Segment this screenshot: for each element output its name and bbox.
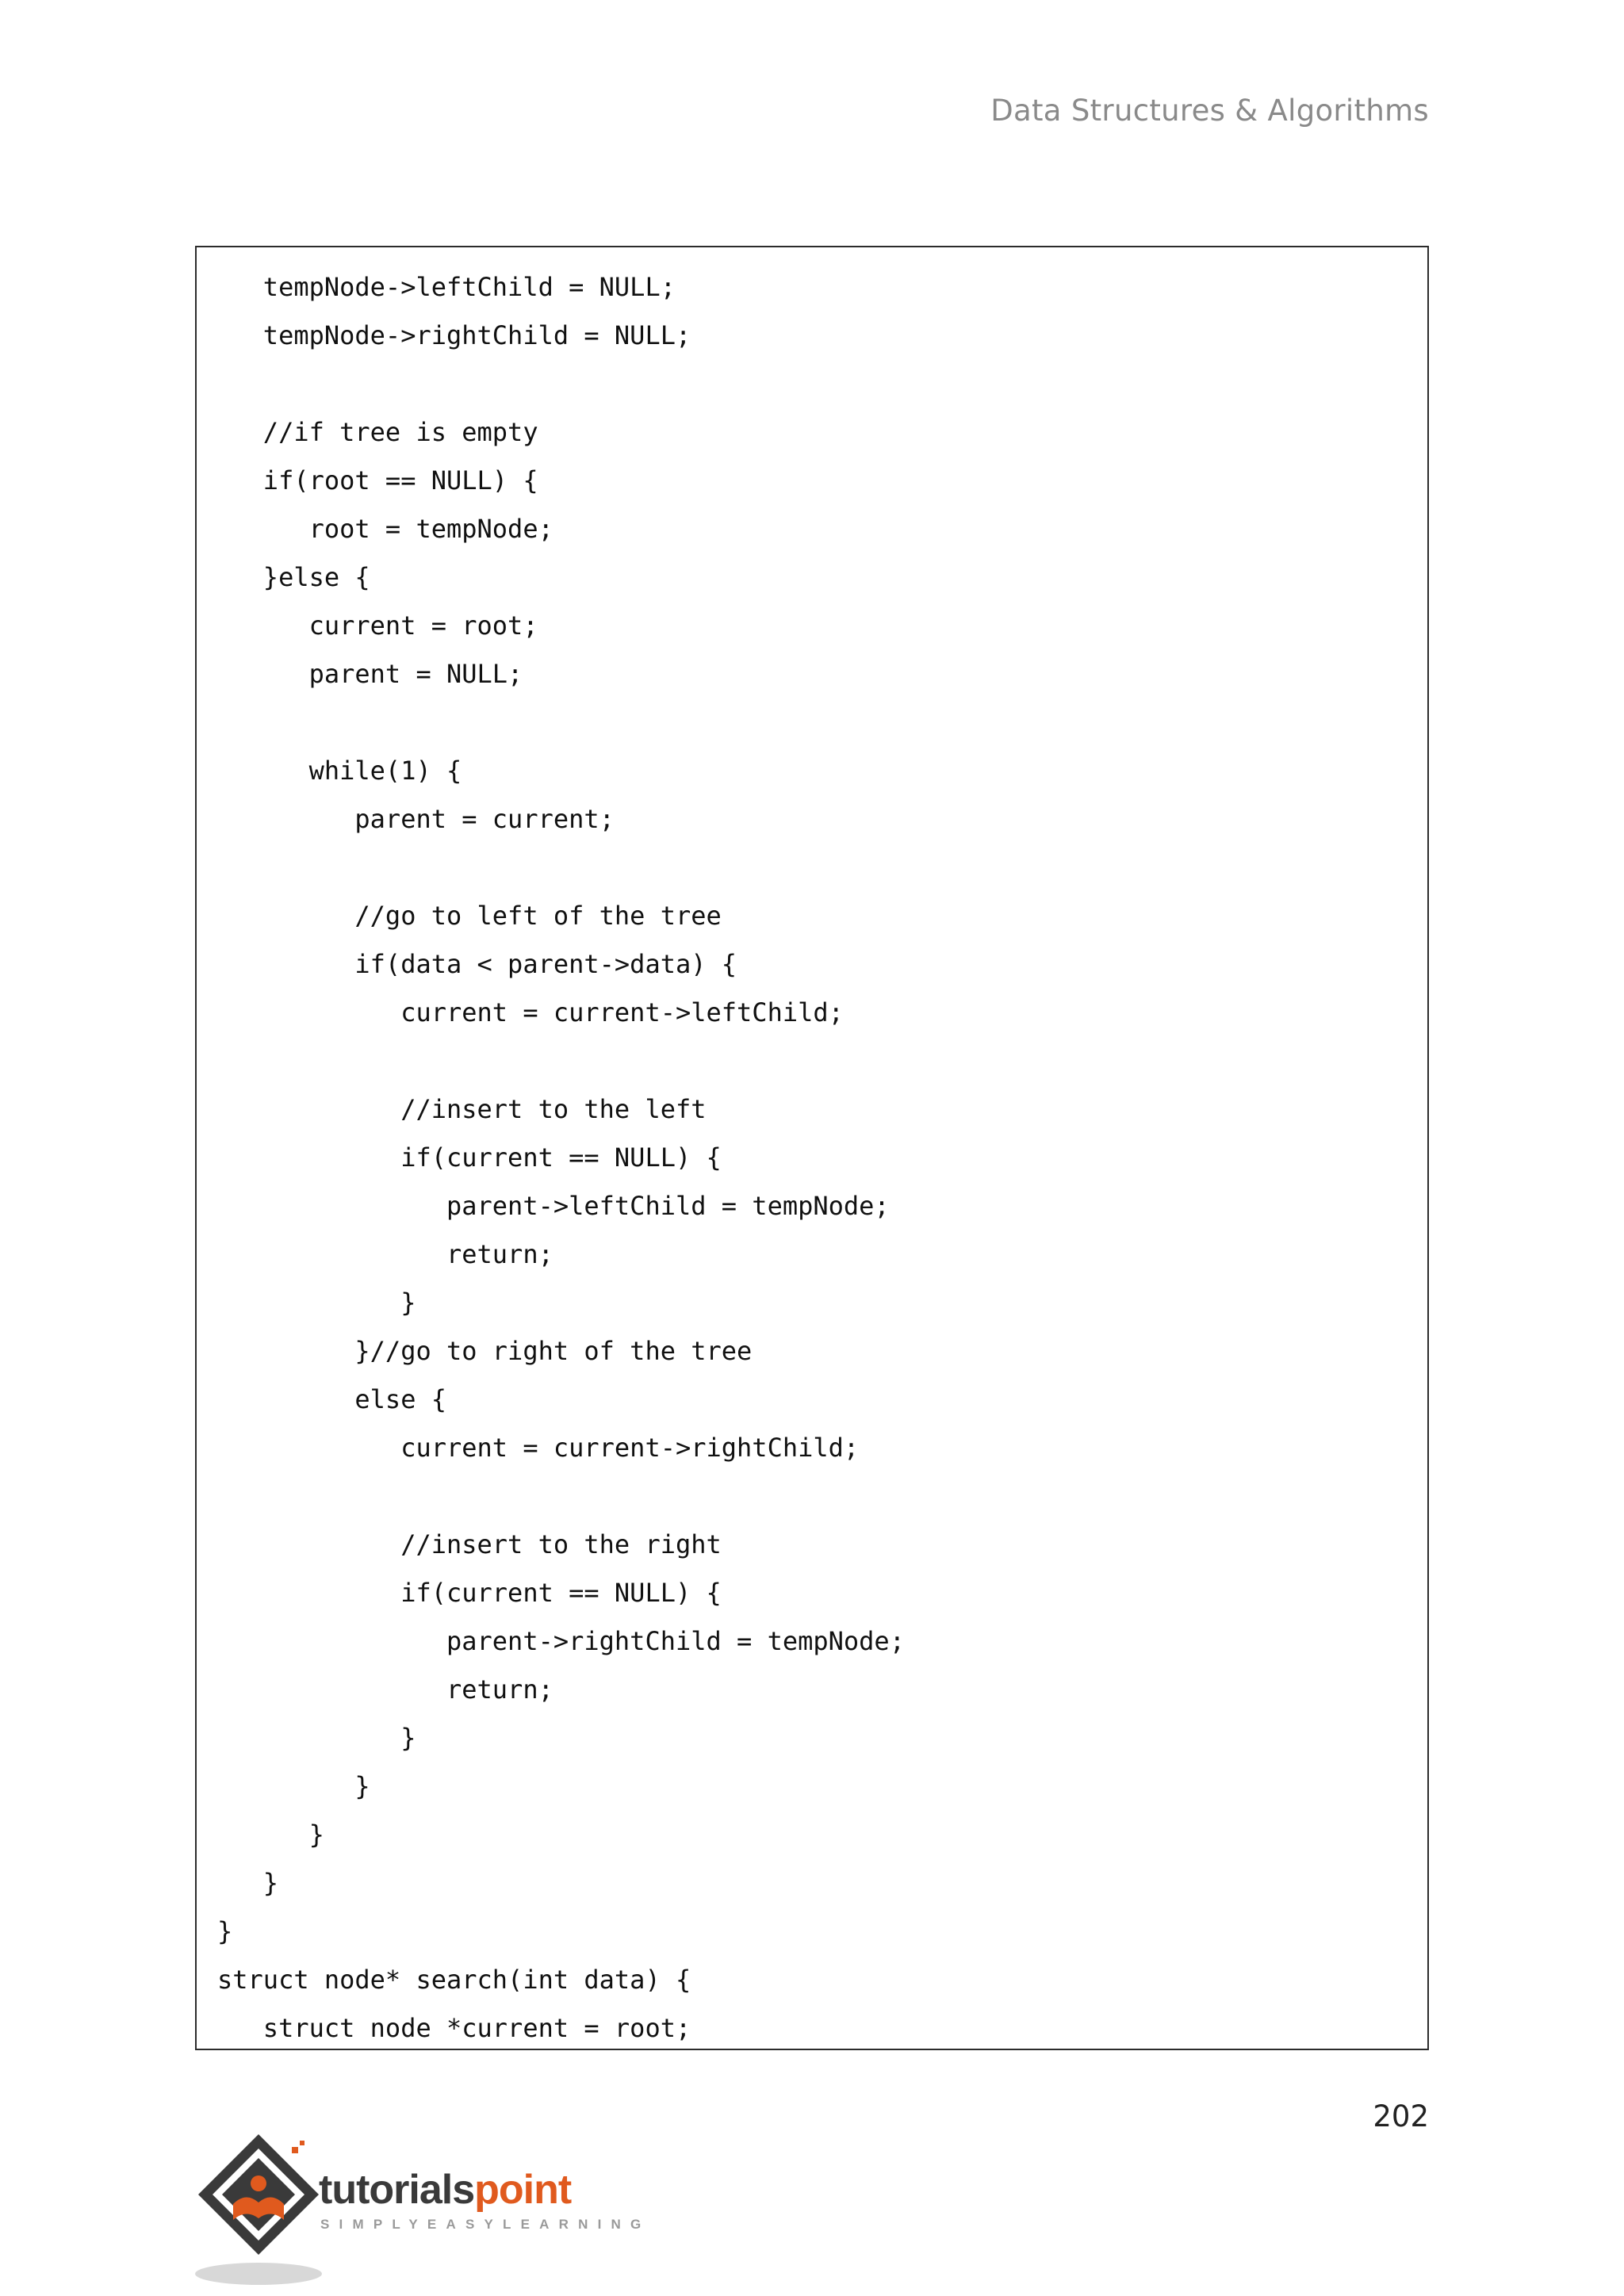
code-line: } bbox=[217, 1868, 279, 1898]
logo-wordmark-part2: point bbox=[474, 2167, 572, 2213]
logo-wordmark bbox=[319, 2166, 571, 2214]
code-line: tempNode->rightChild = NULL; bbox=[217, 320, 691, 350]
code-line: struct node* search(int data) { bbox=[217, 1965, 691, 1995]
logo-emblem-icon bbox=[193, 2131, 328, 2290]
code-lines bbox=[217, 263, 1419, 2053]
tutorialspoint-logo bbox=[193, 2131, 651, 2296]
code-line: return; bbox=[217, 1674, 553, 1705]
code-line: if(data < parent->data) { bbox=[217, 949, 737, 979]
code-line bbox=[217, 360, 1419, 408]
code-line: struct node *current = root; bbox=[217, 2013, 691, 2043]
code-line: current = root; bbox=[217, 610, 538, 641]
code-line bbox=[217, 698, 1419, 747]
code-line: //insert to the left bbox=[217, 1094, 707, 1124]
code-block bbox=[195, 246, 1429, 2050]
code-line: parent = NULL; bbox=[217, 659, 523, 689]
code-line: if(root == NULL) { bbox=[217, 465, 538, 496]
code-line: return; bbox=[217, 1239, 553, 1269]
code-line: } bbox=[217, 1771, 370, 1801]
code-line: //if tree is empty bbox=[217, 417, 538, 447]
code-line: parent = current; bbox=[217, 804, 615, 834]
code-line: current = current->rightChild; bbox=[217, 1433, 860, 1463]
code-line: tempNode->leftChild = NULL; bbox=[217, 272, 676, 302]
code-line: }else { bbox=[217, 562, 370, 592]
code-line: } bbox=[217, 1723, 416, 1753]
code-line: } bbox=[217, 1288, 416, 1318]
code-line bbox=[217, 844, 1419, 892]
code-line: if(current == NULL) { bbox=[217, 1142, 722, 1173]
logo-tagline: SIMPLYEASYLEARNING bbox=[320, 2217, 651, 2232]
code-line: else { bbox=[217, 1384, 446, 1414]
code-line: parent->rightChild = tempNode; bbox=[217, 1626, 905, 1656]
page-number: 202 bbox=[1373, 2099, 1429, 2133]
code-line: }//go to right of the tree bbox=[217, 1336, 753, 1366]
code-line: //insert to the right bbox=[217, 1529, 722, 1559]
code-line: current = current->leftChild; bbox=[217, 997, 844, 1027]
code-line: } bbox=[217, 1820, 324, 1850]
code-line: parent->leftChild = tempNode; bbox=[217, 1191, 890, 1221]
page-header-title: Data Structures & Algorithms bbox=[990, 94, 1429, 128]
code-line: //go to left of the tree bbox=[217, 901, 722, 931]
logo-wordmark-part1: tutorials bbox=[319, 2167, 475, 2213]
code-line: root = tempNode; bbox=[217, 514, 553, 544]
code-line: } bbox=[217, 1916, 233, 1946]
code-line: if(current == NULL) { bbox=[217, 1578, 722, 1608]
code-line: while(1) { bbox=[217, 756, 462, 786]
code-line bbox=[217, 1472, 1419, 1521]
code-line bbox=[217, 1037, 1419, 1085]
